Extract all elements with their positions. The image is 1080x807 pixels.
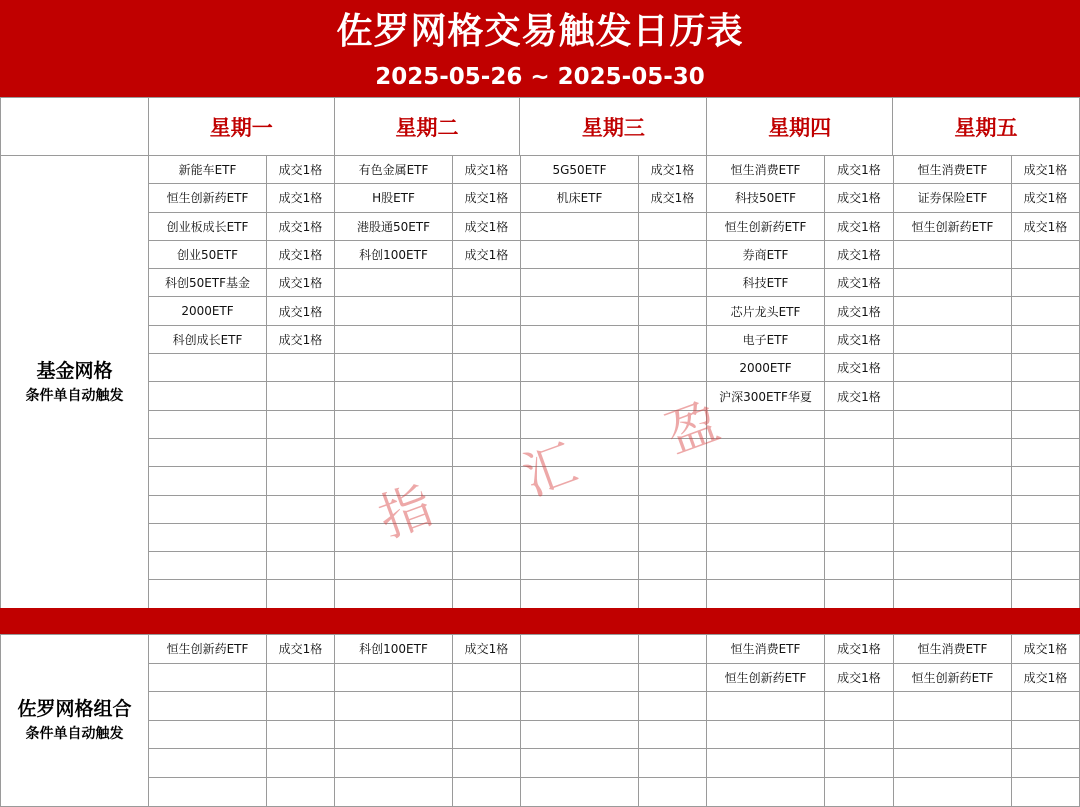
fund-name-cell [335, 580, 453, 608]
trade-status-cell [267, 692, 335, 721]
trade-status-cell [639, 325, 707, 353]
trade-status-cell [639, 212, 707, 240]
trade-status-cell [639, 523, 707, 551]
fund-name-cell [149, 720, 267, 749]
fund-name-cell [521, 382, 639, 410]
fund-name-cell [335, 777, 453, 806]
fund-name-cell [335, 552, 453, 580]
trade-status-cell [1012, 325, 1080, 353]
trade-status-cell [267, 777, 335, 806]
fund-name-cell: 科创成长ETF [149, 325, 267, 353]
fund-name-cell: 2000ETF [149, 297, 267, 325]
fund-name-cell [335, 749, 453, 778]
trade-status-cell [639, 749, 707, 778]
fund-name-cell [521, 720, 639, 749]
fund-name-cell: 沪深300ETF华夏 [707, 382, 825, 410]
trade-status-cell: 成交1格 [1012, 212, 1080, 240]
trade-status-cell [267, 552, 335, 580]
trade-status-cell [1012, 692, 1080, 721]
combo-grid-table [0, 634, 1080, 807]
trade-status-cell [825, 495, 894, 523]
trade-status-cell [453, 663, 521, 692]
fund-name-cell: 恒生创新药ETF [149, 635, 267, 664]
trade-status-cell [267, 580, 335, 608]
fund-name-cell: 恒生消费ETF [894, 635, 1012, 664]
fund-name-cell: 恒生消费ETF [707, 635, 825, 664]
fund-name-cell [707, 720, 825, 749]
trade-status-cell [639, 297, 707, 325]
trade-status-cell [267, 663, 335, 692]
fund-name-cell [335, 269, 453, 297]
fund-name-cell [335, 720, 453, 749]
table-row [1, 552, 1080, 580]
fund-name-cell [335, 410, 453, 438]
table-row [1, 467, 1080, 495]
fund-name-cell [149, 777, 267, 806]
day-header-mon: 星期一 [148, 98, 334, 156]
fund-name-cell [894, 354, 1012, 382]
trade-status-cell: 成交1格 [267, 156, 335, 184]
fund-name-cell: 恒生消费ETF [707, 156, 825, 184]
trade-status-cell [639, 410, 707, 438]
fund-name-cell: 证券保险ETF [894, 184, 1012, 212]
fund-name-cell [894, 495, 1012, 523]
trade-status-cell: 成交1格 [825, 240, 894, 268]
fund-name-cell [707, 467, 825, 495]
trade-status-cell [825, 410, 894, 438]
fund-name-cell: 5G50ETF [521, 156, 639, 184]
trade-status-cell: 成交1格 [267, 184, 335, 212]
fund-name-cell [521, 692, 639, 721]
trade-status-cell [1012, 438, 1080, 466]
fund-name-cell: H股ETF [335, 184, 453, 212]
fund-name-cell [521, 410, 639, 438]
fund-name-cell [894, 720, 1012, 749]
fund-name-cell [149, 382, 267, 410]
trade-status-cell: 成交1格 [453, 240, 521, 268]
trade-status-cell: 成交1格 [639, 184, 707, 212]
trade-status-cell [267, 749, 335, 778]
fund-name-cell [335, 692, 453, 721]
date-range: 2025-05-26 ~ 2025-05-30 [375, 64, 705, 90]
table-row [1, 777, 1080, 806]
fund-name-cell: 2000ETF [707, 354, 825, 382]
fund-name-cell: 科创100ETF [335, 240, 453, 268]
table-row [1, 720, 1080, 749]
trade-status-cell [267, 382, 335, 410]
trade-status-cell: 成交1格 [267, 269, 335, 297]
table-row [1, 663, 1080, 692]
trade-status-cell: 成交1格 [1012, 156, 1080, 184]
fund-name-cell [894, 410, 1012, 438]
calendar-header [0, 0, 1080, 97]
fund-name-cell [521, 495, 639, 523]
trade-status-cell [1012, 523, 1080, 551]
trade-status-cell [453, 523, 521, 551]
trade-status-cell [453, 438, 521, 466]
trade-status-cell [267, 438, 335, 466]
fund-name-cell: 科创50ETF基金 [149, 269, 267, 297]
fund-name-cell [149, 495, 267, 523]
fund-name-cell [521, 580, 639, 608]
fund-name-cell [149, 580, 267, 608]
fund-name-cell [894, 269, 1012, 297]
fund-name-cell [521, 354, 639, 382]
trade-status-cell [639, 580, 707, 608]
fund-name-cell: 恒生创新药ETF [149, 184, 267, 212]
fund-name-cell: 恒生消费ETF [894, 156, 1012, 184]
fund-name-cell [521, 552, 639, 580]
fund-name-cell: 券商ETF [707, 240, 825, 268]
table-row [1, 325, 1080, 353]
fund-name-cell [707, 580, 825, 608]
table-row [1, 580, 1080, 608]
day-header-wed: 星期三 [520, 98, 707, 156]
trade-status-cell [1012, 777, 1080, 806]
fund-grid-table [0, 155, 1080, 609]
fund-name-cell: 创业板成长ETF [149, 212, 267, 240]
table-row [1, 382, 1080, 410]
section-title: 佐罗网格组合 [17, 698, 132, 721]
fund-name-cell: 恒生创新药ETF [894, 212, 1012, 240]
fund-name-cell [894, 467, 1012, 495]
trade-status-cell [453, 720, 521, 749]
watermark-char: 汇 [515, 433, 585, 508]
trade-status-cell [453, 297, 521, 325]
fund-name-cell [521, 212, 639, 240]
trade-status-cell [639, 692, 707, 721]
trade-status-cell [639, 382, 707, 410]
trade-status-cell [825, 467, 894, 495]
trade-status-cell: 成交1格 [825, 156, 894, 184]
fund-name-cell [521, 467, 639, 495]
trade-status-cell [639, 354, 707, 382]
trade-status-cell: 成交1格 [1012, 635, 1080, 664]
fund-name-cell: 科技ETF [707, 269, 825, 297]
trade-status-cell [639, 777, 707, 806]
table-row [1, 692, 1080, 721]
fund-name-cell: 恒生创新药ETF [707, 212, 825, 240]
trade-status-cell [1012, 580, 1080, 608]
fund-name-cell [894, 777, 1012, 806]
fund-name-cell [149, 749, 267, 778]
fund-name-cell [707, 552, 825, 580]
table-row [1, 635, 1080, 664]
section-title: 基金网格 [36, 359, 113, 382]
fund-name-cell [707, 777, 825, 806]
fund-name-cell [149, 523, 267, 551]
trade-status-cell [1012, 749, 1080, 778]
trade-status-cell [825, 552, 894, 580]
fund-name-cell: 芯片龙头ETF [707, 297, 825, 325]
fund-name-cell: 科技50ETF [707, 184, 825, 212]
table-row [1, 354, 1080, 382]
trade-status-cell [453, 467, 521, 495]
trade-status-cell [453, 269, 521, 297]
trade-status-cell [639, 240, 707, 268]
fund-name-cell: 港股通50ETF [335, 212, 453, 240]
trade-status-cell [267, 523, 335, 551]
trade-status-cell [1012, 495, 1080, 523]
fund-name-cell: 新能车ETF [149, 156, 267, 184]
trade-status-cell [1012, 269, 1080, 297]
trade-status-cell: 成交1格 [267, 297, 335, 325]
fund-name-cell [894, 580, 1012, 608]
trade-status-cell [825, 523, 894, 551]
table-row [1, 240, 1080, 268]
fund-name-cell [335, 354, 453, 382]
trade-status-cell: 成交1格 [267, 325, 335, 353]
fund-name-cell: 科创100ETF [335, 635, 453, 664]
day-header-tue: 星期二 [334, 98, 520, 156]
fund-name-cell [521, 325, 639, 353]
trade-status-cell [639, 269, 707, 297]
trade-status-cell [825, 777, 894, 806]
fund-name-cell [335, 663, 453, 692]
section-subtitle: 条件单自动触发 [25, 387, 124, 404]
watermark-char: 指 [371, 475, 441, 550]
day-header-row [0, 97, 1080, 156]
table-row [1, 749, 1080, 778]
fund-name-cell [521, 240, 639, 268]
watermark-char: 盈 [658, 391, 728, 466]
fund-name-cell [707, 495, 825, 523]
trade-status-cell [1012, 720, 1080, 749]
trade-status-cell [825, 692, 894, 721]
trade-status-cell: 成交1格 [825, 325, 894, 353]
trade-status-cell: 成交1格 [453, 635, 521, 664]
table-row [1, 156, 1080, 184]
table-row [1, 269, 1080, 297]
fund-name-cell [894, 438, 1012, 466]
fund-name-cell [521, 438, 639, 466]
fund-name-cell [149, 354, 267, 382]
trade-status-cell [453, 552, 521, 580]
fund-name-cell: 恒生创新药ETF [707, 663, 825, 692]
trade-status-cell: 成交1格 [825, 663, 894, 692]
fund-name-cell [149, 663, 267, 692]
trade-status-cell [825, 580, 894, 608]
fund-name-cell [521, 663, 639, 692]
table-row [1, 495, 1080, 523]
fund-name-cell [335, 467, 453, 495]
trade-status-cell: 成交1格 [267, 212, 335, 240]
fund-name-cell [149, 692, 267, 721]
trade-status-cell [1012, 382, 1080, 410]
fund-name-cell [894, 692, 1012, 721]
trade-status-cell [639, 495, 707, 523]
page-title: 佐罗网格交易触发日历表 [336, 11, 744, 52]
trade-status-cell [453, 325, 521, 353]
table-row [1, 212, 1080, 240]
fund-name-cell [149, 467, 267, 495]
fund-name-cell [707, 692, 825, 721]
fund-name-cell [149, 552, 267, 580]
fund-name-cell [335, 297, 453, 325]
table-row [1, 410, 1080, 438]
fund-name-cell [521, 635, 639, 664]
trade-status-cell: 成交1格 [825, 269, 894, 297]
trade-status-cell: 成交1格 [825, 297, 894, 325]
trade-status-cell [639, 720, 707, 749]
trade-status-cell [1012, 354, 1080, 382]
trade-status-cell [453, 382, 521, 410]
fund-name-cell: 机床ETF [521, 184, 639, 212]
fund-name-cell [894, 552, 1012, 580]
trade-status-cell [1012, 552, 1080, 580]
trade-status-cell [1012, 410, 1080, 438]
fund-name-cell [707, 438, 825, 466]
fund-name-cell [894, 325, 1012, 353]
fund-name-cell [335, 523, 453, 551]
trade-status-cell: 成交1格 [825, 212, 894, 240]
fund-name-cell [894, 523, 1012, 551]
trade-status-cell [1012, 240, 1080, 268]
fund-name-cell [521, 777, 639, 806]
fund-name-cell [335, 325, 453, 353]
trade-status-cell [639, 438, 707, 466]
fund-name-cell [335, 438, 453, 466]
trade-status-cell: 成交1格 [453, 184, 521, 212]
trade-status-cell: 成交1格 [825, 184, 894, 212]
section-label [1, 635, 149, 807]
trade-status-cell: 成交1格 [267, 635, 335, 664]
trade-status-cell [639, 467, 707, 495]
fund-name-cell [707, 410, 825, 438]
fund-name-cell [707, 749, 825, 778]
fund-name-cell: 有色金属ETF [335, 156, 453, 184]
trade-status-cell [639, 552, 707, 580]
trade-status-cell [1012, 467, 1080, 495]
trade-status-cell [825, 749, 894, 778]
fund-name-cell [894, 240, 1012, 268]
trade-status-cell [453, 692, 521, 721]
fund-name-cell [894, 297, 1012, 325]
trade-status-cell [639, 663, 707, 692]
section-separator [0, 608, 1080, 634]
trade-status-cell [453, 354, 521, 382]
fund-name-cell [894, 382, 1012, 410]
fund-name-cell [335, 495, 453, 523]
table-row [1, 297, 1080, 325]
fund-name-cell [707, 523, 825, 551]
trade-status-cell [453, 580, 521, 608]
trade-status-cell: 成交1格 [825, 635, 894, 664]
fund-name-cell [149, 410, 267, 438]
trade-status-cell [1012, 297, 1080, 325]
trade-status-cell [453, 777, 521, 806]
trade-status-cell: 成交1格 [453, 156, 521, 184]
trade-status-cell: 成交1格 [639, 156, 707, 184]
trade-status-cell [453, 410, 521, 438]
trade-status-cell: 成交1格 [825, 382, 894, 410]
trade-status-cell [825, 720, 894, 749]
section-label [1, 156, 149, 609]
section-subtitle: 条件单自动触发 [25, 726, 124, 743]
fund-name-cell: 创业50ETF [149, 240, 267, 268]
fund-name-cell: 电子ETF [707, 325, 825, 353]
fund-name-cell [894, 749, 1012, 778]
trade-status-cell [453, 495, 521, 523]
fund-name-cell [521, 297, 639, 325]
day-header-fri: 星期五 [893, 98, 1080, 156]
fund-name-cell: 恒生创新药ETF [894, 663, 1012, 692]
trade-status-cell [267, 720, 335, 749]
trade-status-cell [267, 410, 335, 438]
trade-status-cell: 成交1格 [1012, 184, 1080, 212]
table-row [1, 184, 1080, 212]
corner-cell [1, 98, 149, 156]
trade-status-cell [453, 749, 521, 778]
trade-status-cell [267, 467, 335, 495]
trade-status-cell [267, 354, 335, 382]
trade-status-cell: 成交1格 [1012, 663, 1080, 692]
fund-name-cell [335, 382, 453, 410]
trade-status-cell [825, 438, 894, 466]
day-header-thu: 星期四 [707, 98, 893, 156]
trade-status-cell [267, 495, 335, 523]
table-row [1, 438, 1080, 466]
fund-name-cell [521, 269, 639, 297]
fund-name-cell [149, 438, 267, 466]
fund-name-cell [521, 523, 639, 551]
trade-status-cell: 成交1格 [453, 212, 521, 240]
trade-status-cell: 成交1格 [825, 354, 894, 382]
fund-name-cell [521, 749, 639, 778]
table-row [1, 523, 1080, 551]
trade-status-cell: 成交1格 [267, 240, 335, 268]
trade-status-cell [639, 635, 707, 664]
